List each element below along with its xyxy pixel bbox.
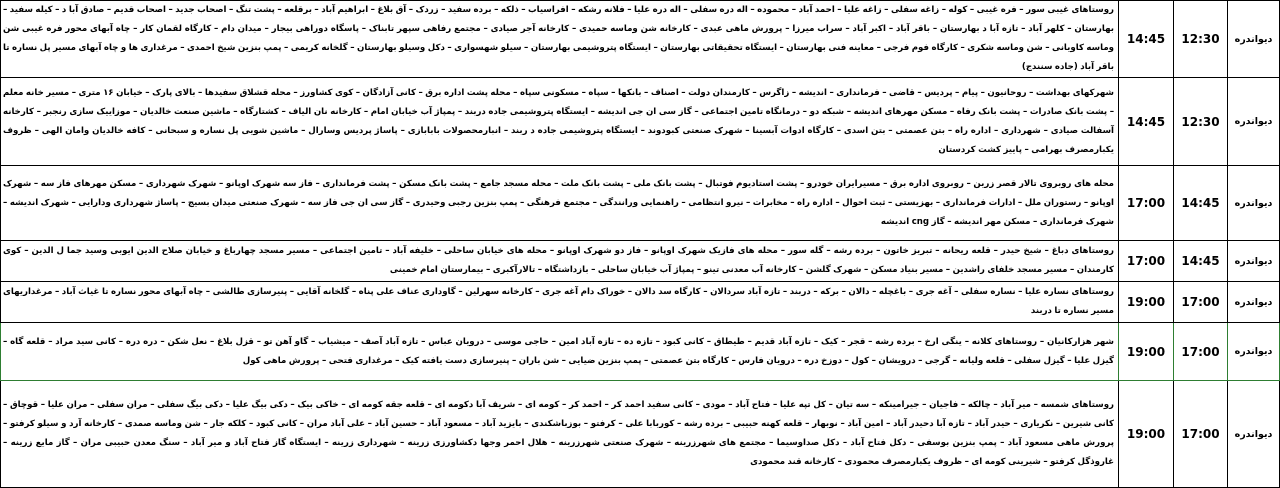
end-time-cell (1119, 381, 1174, 488)
start-time: 14:45 (1181, 196, 1220, 210)
areas-cell (1, 1, 1119, 78)
end-time-cell (1119, 78, 1174, 166)
end-time: 17:00 (1126, 254, 1166, 268)
areas-cell (1, 282, 1119, 323)
end-time: 19:00 (1126, 427, 1166, 441)
start-time: 12:30 (1181, 114, 1220, 129)
end-time: 14:45 (1126, 32, 1166, 46)
end-time-cell (1119, 282, 1174, 323)
table-row (1, 323, 1280, 381)
areas-cell (1, 78, 1119, 166)
table-row (1, 166, 1280, 241)
start-time-cell (1174, 166, 1228, 241)
city-cell: دیواندره (1228, 381, 1280, 488)
end-time-cell (1119, 1, 1174, 78)
table-row (1, 381, 1280, 488)
areas-cell (1, 323, 1119, 381)
end-time-cell (1119, 241, 1174, 282)
start-time: 17:00 (1181, 295, 1220, 309)
end-time-cell (1119, 323, 1174, 381)
areas-text: روستاهای نساره علیا – نساره سفلی – آغه جری – باغچله – دالان – برکه – دربند – تازه آباد سردالان – کارگاه سد دالان – خوراک دام آغه جری – کارخانه سهرلین – گاوداری عناف علی پناه – گلخانه آقایی – پنیرسازی طالشی – چاه آبهای محور نساره تا غیاث آباد – مرغداریهای مسیر نساره تا دربند (3, 287, 1114, 316)
areas-text: شهر هزارکانیان – روستاهای کلانه – ینگی ارخ – برده رشه – قجر – کیک – تازه آباد قدیم – طیطاق – کانی کبود – تازه ده – تازه آباد امین – حاجی موسی – درویان عباس – تازه آباد آصف – میشیاب – گاو آهن تو – قزل بلاغ – نعل شکن – دره دره – کانی سید مراد – قلعه گاه – گیزل علیا – گیزل سفلی – قلعه ولیانه – گرجی – درویشان – کول – دوزخ دره – درویان فارس – کارگاه بتن عصمتی – پمپ بنزین ضیایی – شن باران – پنیرسازی دست یافته کیک – مرغداری فتحی – پرورش ماهی کول (3, 336, 1114, 366)
city-cell: دیواندره (1228, 241, 1280, 282)
end-time: 17:00 (1126, 196, 1166, 210)
areas-text: روستاهای دباغ – شیخ حیدر – قلعه ریحانه – تبریز خاتون – برده رشه – گله سور – محله های فازیک شهرک اوپانو – فاز دو شهرک اوپانو – محله های خیابان ساحلی – خلیفه آباد – تامین اجتماعی – مسیر مسجد چهارباغ و خیابان صلاح الدین ایوبی وسید جما ل الدین – کوی کارمندان – مسیر مسجد خلفای راشدین – مسیر بنیاد مسکن – شهرک گلشن – کارخانه آب معدنی تینو – پمپاژ آب خیابان ساحلی – بازداشتگاه – تالارآکبری – بیمارستان امام خمینی (3, 246, 1114, 275)
end-time: 14:45 (1126, 114, 1166, 129)
start-time: 17:00 (1181, 344, 1220, 359)
city-cell: دیواندره (1228, 282, 1280, 323)
start-time-cell (1174, 282, 1228, 323)
start-time-cell (1174, 241, 1228, 282)
table-row (1, 282, 1280, 323)
end-time: 19:00 (1126, 295, 1166, 309)
areas-text: شهرکهای بهداشت – روحانیون – پیام – پردیس – قاضی – فرمانداری – اندیشه – زاگرس – کارمندان دولت – اصناف – بانکها – سپاه – مسکونی سپاه – محله پشت اداره برق – کانی آزادگان – کوی کشاورز – محله قشلاق سفیدها – بالای پارک – خیابان ۱۶ متری – مسیر خانه معلم – پشت بانک صادرات – پشت بانک رفاه – مسکن مهرهای اندیشه – شبکه دو – درمانگاه تامین اجتماعی – گاز سی ان جی اندیشه – ایستگاه پتروشیمی جاده دربند – پمپاژ آب خیابان امام – کارخانه نان الیاف – کشتارگاه – ماشین صنعت خالدیان – موزاییک سازی رنجبر – کارخانه آسفالت صیادی – شهرداری – اداره راه – بتن عصمتی – بتن اسدی – کارگاه ادوات آبسینا – شهرک صنعتی کبودوند – ایستگاه پتروشیمی جاده د ربند – انبارمحصولات بابابازی – پاساژ پردیس وسارال – ماشین شویی پل نساره و سبحانی – کافه خالدیان وامان الهی – ظروف یکبارمصرف بهرامی – پاییز کشت کردستان (3, 87, 1114, 155)
areas-text: روستاهای غیبی سور – فره غیبی – کوله – زاغه سفلی – زاغه علیا – احمد آباد – محموده – اله دره سفلی – اله دره علیا – فلانه رشکه – افراسیاب – ذلکه – برده سفید – زردک – آق بلاغ – ابراهیم آباد – برقلعه – پشت تنگ – اصحاب جدید – اصحاب قدیم – صادق آبا د – کیله سفید – بهارستان – کلهر آباد – تازه آبا د بهارستان – باقر آباد – اکبر آباد – سراب میرزا – پرورش ماهی عبدی – کارخانه شن وماسه حمیدی – کارخانه آجر صیادی – مجتمع رفاهی سپهر تابناک – پاسگاه دوراهی بیجار – میدان دام – کارگاه لقمان کار – چاه آبهای محور فره غیبی شن وماسه کاویانی – شن وماسه شکری – کارگاه فوم فرجی – معاینه فنی بهارستان – ایستگاه تحقیقاتی بهارستان – ایستگاه پتروشیمی بهارستان – سیلو شهسواری – دکل وسیلو بهارستان – گلخانه کریمی – پمپ بنزین شیخ احمدی – مرغداری ها و چاه آبهای مسیر پل نساره تا باقر آباد (جاده سنندج) (3, 5, 1114, 72)
table-row (1, 1, 1280, 78)
areas-cell (1, 381, 1119, 488)
start-time-cell (1174, 78, 1228, 166)
end-time: 19:00 (1126, 344, 1166, 359)
start-time-cell (1174, 381, 1228, 488)
city-cell: دیواندره (1228, 166, 1280, 241)
table-row (1, 78, 1280, 166)
end-time-cell (1119, 166, 1174, 241)
table-row (1, 241, 1280, 282)
areas-text: روستاهای شمسه – میر آباد – چالکه – فاجیان – جیرامینکه – سه تیان – کل تپه علیا – فتاح آباد – مودی – کانی سفید احمد کر – احمد کر – کومه ای – شریف آبا دکومه ای – قلعه جقه کومه ای – خاکی بیک – دکی بیگ علیا – دکی بیگ سفلی – مران سفلی – مران علیا – قوچاق – کانی شیرین – نکریاری – حیدر آباد – تازه آبا دحیدر آباد – امین آباد – نوبهار – قلعه کهنه حبیبی – برده رشه – کوربابا علی – کرفتو – بوزباشکندی – بایزید آباد – مسعود آباد – حسین آباد – علی آباد مران – کانی کبود – کلکه جار – شن وماسه صمدی – کارخانه آرد و سیلو کرفتو – پرورش ماهی مسعود آباد – پمپ بنزین بوسفی – دکل فتاح آباد – دکل صداوسیما – مجتمع های شهرزرینه – شهرک صنعتی شهرزرینه – هلال احمر وجها دکشاورزی زرینه – شهرداری زرینه – ایستگاه گاز فتاح آباد و میر آباد – سنگ معدن حبیبی مران – گاز مایع زرینه – غاروذگل کرفتو – شیرینی کومه ای – ظروف یکبارمصرف محمودی – کارخانه قند محمودی (3, 400, 1114, 467)
areas-text: محله های روبروی تالار قصر زرین – روبروی اداره برق – مسیرایران خودرو – پشت استادیوم فوتبال – پشت بانک ملی – پشت بانک ملت – محله مسجد جامع – پشت بانک مسکن – پشت فرمانداری – فاز سه شهرک اوپانو – شهرک شهرداری – مسکن مهرهای فاز سه – شهرک اوپانو – رستوران ملل – ادارات فرمانداری – بهزیستی – ثبت احوال – اداره راه – مخابرات – نیرو انتظامی – راهنمایی ورانندگی – مجتمع فرهنگی – پمپ بنزین رجبی وحیدری – گاز سی ان جی فاز سه – شهرک صنعتی میدان بسیج – پاساژ شهرداری ودارایی – شهرک اندیشه – شهرک فرمانداری – مسکن مهر اندیشه – گاز cng اندیشه (3, 178, 1114, 227)
start-time-cell (1174, 323, 1228, 381)
city-cell: دیواندره (1228, 1, 1280, 78)
city-cell: دیواندره (1228, 323, 1280, 381)
areas-cell (1, 166, 1119, 241)
start-time: 17:00 (1181, 427, 1220, 441)
start-time: 14:45 (1181, 254, 1220, 268)
start-time: 12:30 (1181, 32, 1220, 46)
start-time-cell (1174, 1, 1228, 78)
areas-cell (1, 241, 1119, 282)
city-cell: دیواندره (1228, 78, 1280, 166)
